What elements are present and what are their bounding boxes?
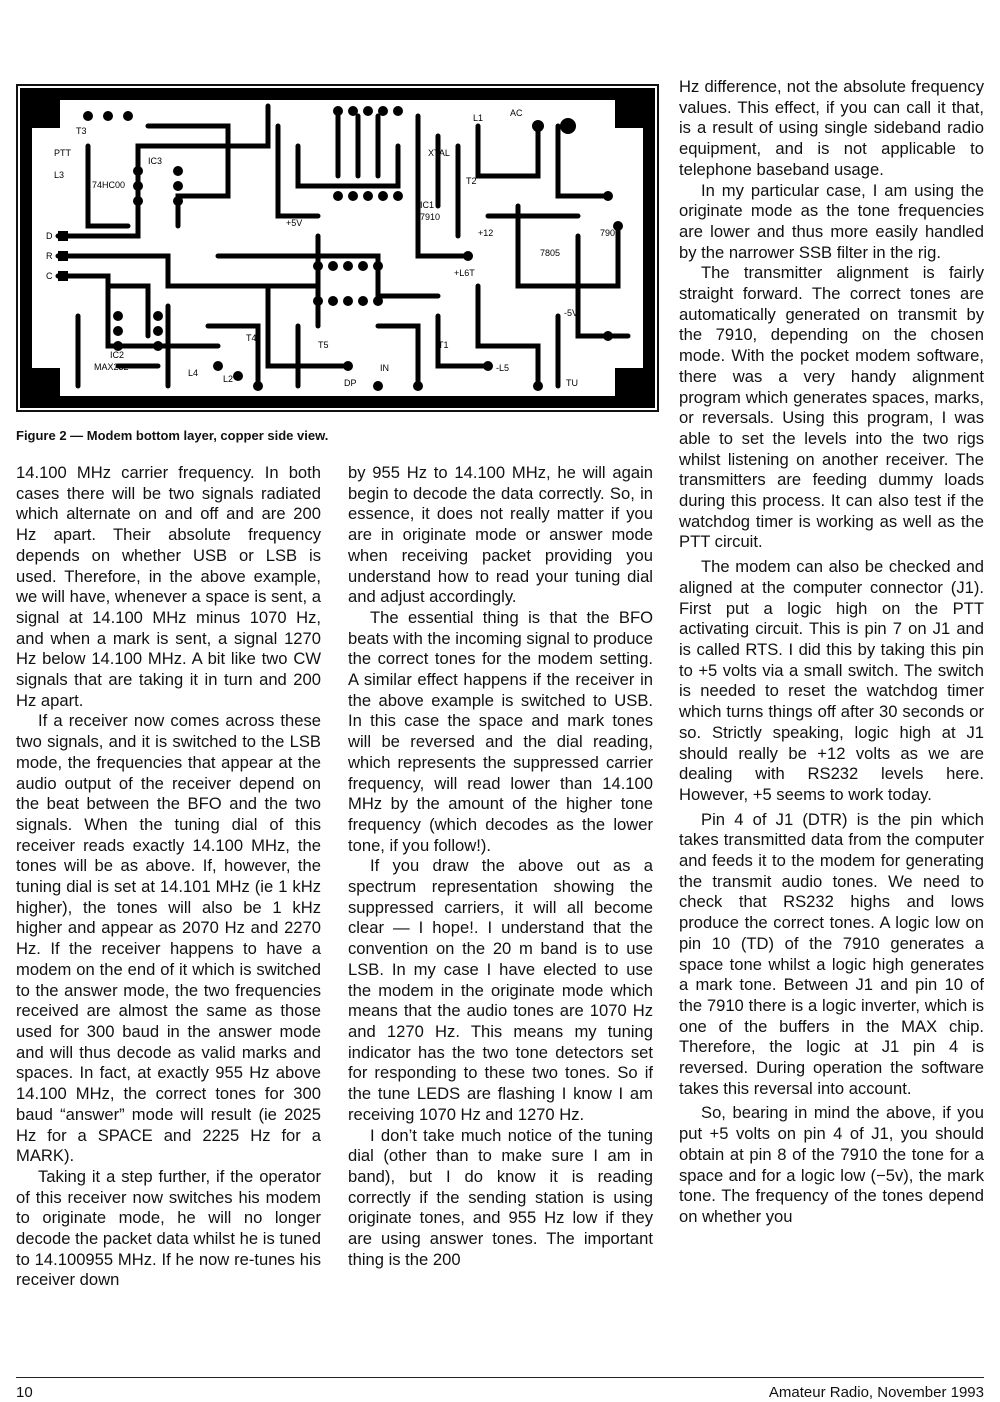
paragraph: In my particular case, I am using the originate mode as the tone frequencies are lower and thus more easily handled by the narrower SSB filter in the rig. [679, 180, 984, 262]
paragraph: If you draw the above out as a spectrum representation showing the suppressed carriers, it will all become clear — I hope!. I understand that the convention on the 20 m band is to use LSB. In my case I have elected to use the modem in the originate mode which means that the audio tones are 1070 Hz and 1270 Hz. This means my tuning indicator has the two tone detectors set for responding to these two tones. So if the tune LEDS are flashing I know I am receiving 1070 Hz and 1270 Hz. [348, 856, 653, 1124]
paragraph: Taking it a step further, if the operator of this receiver now switches his modem to originate mode, he will no longer decode the packet data whilst he is tuned to 14.100955 MHz. If he now re-tunes his receiver down [16, 1166, 321, 1290]
pcb-label-ic3: IC3 [148, 156, 163, 166]
pcb-label-in: IN [380, 363, 389, 373]
pcb-label-t5: T5 [318, 340, 329, 350]
pcb-label-plus12v: +12 [478, 228, 494, 238]
article-column-1 [16, 463, 321, 1291]
pcb-label-ac: AC [510, 108, 523, 118]
pcb-label-7910: 7910 [420, 212, 441, 222]
publication-line: Amateur Radio, November 1993 [768, 1384, 984, 1401]
figure-caption: Figure 2 — Modem bottom layer, copper side view. [16, 428, 329, 443]
pcb-label-t3: T3 [76, 126, 87, 136]
pcb-label-max232: MAX232 [94, 362, 129, 372]
paragraph: 14.100 MHz carrier frequency. In both cases there will be two signals radiated which alternate on and off and are 200 Hz apart. Their absolute frequency depends on whether USB or LSB is used. Therefore, in the above example, we will have, whenever a space is sent, a signal at 14.100 MHz minus 1070 Hz, and when a mark is sent, a signal 1270 Hz below 14.100 MHz. A bit like two CW signals that are taking it in turn and 200 Hz apart. [16, 463, 321, 710]
pcb-label-t4: T4 [246, 333, 257, 343]
article-column-3 [679, 77, 984, 1228]
pcb-label-7805: 7805 [540, 248, 561, 258]
pcb-label-dp: DP [344, 378, 357, 388]
paragraph: by 955 Hz to 14.100 MHz, he will again begin to decode the data correctly. So, in essence, it does not really matter if you are in originate mode or answer mode when receiving packet providing you understand how to read your tuning dial and adjust accordingly. [348, 463, 653, 607]
pcb-label-plus6t: +L6T [454, 268, 475, 278]
pcb-label-l3: L3 [54, 170, 65, 180]
paragraph: If a receiver now comes across these two signals, and it is switched to the LSB mode, the frequencies that appear at the audio output of the receiver depend on the beat between the BFO and the two signals. When the tuning dial of this receiver reads exactly 14.100 MHz, the tones will be as above. If, however, the tuning dial is set at 14.101 MHz (ie 1 kHz higher), the tones will also be 1 kHz higher and appear as 2070 Hz and 2270 Hz. If the receiver happens to have a modem on the end of it which is switched to the answer mode, the two frequencies received are almost the same as those used for 300 baud in the answer mode and will thus decode as valid marks and spaces. In fact, at exactly 955 Hz above 14.100 MHz, the correct tones for 300 baud “answer” mode will result (ie 2025 Hz for a SPACE and 2225 Hz for a MARK). [16, 711, 321, 1166]
paragraph: Hz difference, not the absolute frequency values. This effect, if you can call it that, is a result of using single sideband radio equipment, and is not applicable to telephone baseband usage. [679, 77, 984, 179]
pcb-figure [16, 84, 659, 412]
pcb-label-l2: L2 [223, 374, 234, 384]
paragraph: The modem can also be checked and aligned at the computer connector (J1). First put a logic high on the PTT activating circuit. This is pin 7 on J1 and is called RTS. I did this by taking this pin to +5 volts via a small switch. The switch is needed to reset the watchdog timer which turns things off after 30 seconds or so. Strictly speaking, logic high at J1 should really be +12 volts as we are dealing with RS232 levels here. However, +5 seems to work today. [679, 557, 984, 804]
pcb-label-tu: TU [566, 378, 578, 388]
paragraph: The transmitter alignment is fairly straight forward. The correct tones are automatically generated on transmit by the 7910, depending on the chosen mode. With the pocket modem software, there was a very handy alignment program which generates spaces, marks, or reversals. Using this program, I was able to set the levels into the two rigs whilst listening on another receiver. The transmitters are feeding dummy loads during this process. It can also test if the watchdog timer is working as well as the PTT circuit. [679, 263, 984, 552]
pcb-label-ic1: IC1 [420, 200, 435, 210]
footer-rule [16, 1377, 984, 1378]
pcb-label-7905: 7905 [600, 228, 621, 238]
page-number: 10 [16, 1384, 33, 1401]
pcb-label-t1: T1 [438, 340, 449, 350]
pcb-label-ic2: IC2 [110, 350, 125, 360]
pcb-label-c: C [46, 271, 53, 281]
pcb-label-l1: L1 [473, 113, 484, 123]
pcb-label-r: R [46, 251, 53, 261]
pcb-label-l4: L4 [188, 368, 199, 378]
pcb-label-plus5v: +5V [286, 218, 303, 228]
pcb-label-xtal: XTAL [428, 148, 450, 158]
pcb-label-minus5v: -5V [564, 308, 579, 318]
article-column-2 [348, 463, 653, 1270]
pcb-layout-drawing [18, 86, 657, 410]
paragraph: Pin 4 of J1 (DTR) is the pin which takes transmitted data from the computer and feeds it to the modem for generating the transmit audio tones. We need to check that RS232 highs and lows produce the correct tones. A logic low on pin 10 (TD) of the 7910 generates a space tone whilst a logic high generates a mark tone. Between J1 and pin 10 of the 7910 there is a logic inverter, which is one of the buffers in the MAX chip. Therefore, the logic at J1 pin 4 is reversed. During operation the software takes this reversal into account. [679, 809, 984, 1098]
pcb-label-t2: T2 [466, 176, 477, 186]
paragraph: The essential thing is that the BFO beats with the incoming signal to produce the correct tones for the modem setting. A similar effect happens if the receiver in the above example is switched to USB. In this case the space and mark tones will be reversed and the dial reading, which represents the suppressed carrier frequency, will read lower than 14.100 MHz by the amount of the higher tone frequency (which decodes as the lower tone, if you follow!). [348, 607, 653, 855]
pcb-label-l5: -L5 [496, 363, 510, 373]
pcb-label-ptt: PTT [54, 148, 71, 158]
paragraph: So, bearing in mind the above, if you put +5 volts on pin 4 of J1, you should obtain at pin 8 of the 7910 the tone for a space and for a logic low (−5v), the mark tone. The frequency of the tones depend on whether you [679, 1103, 984, 1226]
pcb-label-74hc00: 74HC00 [92, 180, 126, 190]
pcb-label-d: D [46, 231, 53, 241]
paragraph: I don’t take much notice of the tuning dial (other than to make sure I am in band), but I do know it is reading correctly if the sending station is using originate tones, and 955 Hz low if they are using answer tones. The important thing is the 200 [348, 1125, 653, 1269]
